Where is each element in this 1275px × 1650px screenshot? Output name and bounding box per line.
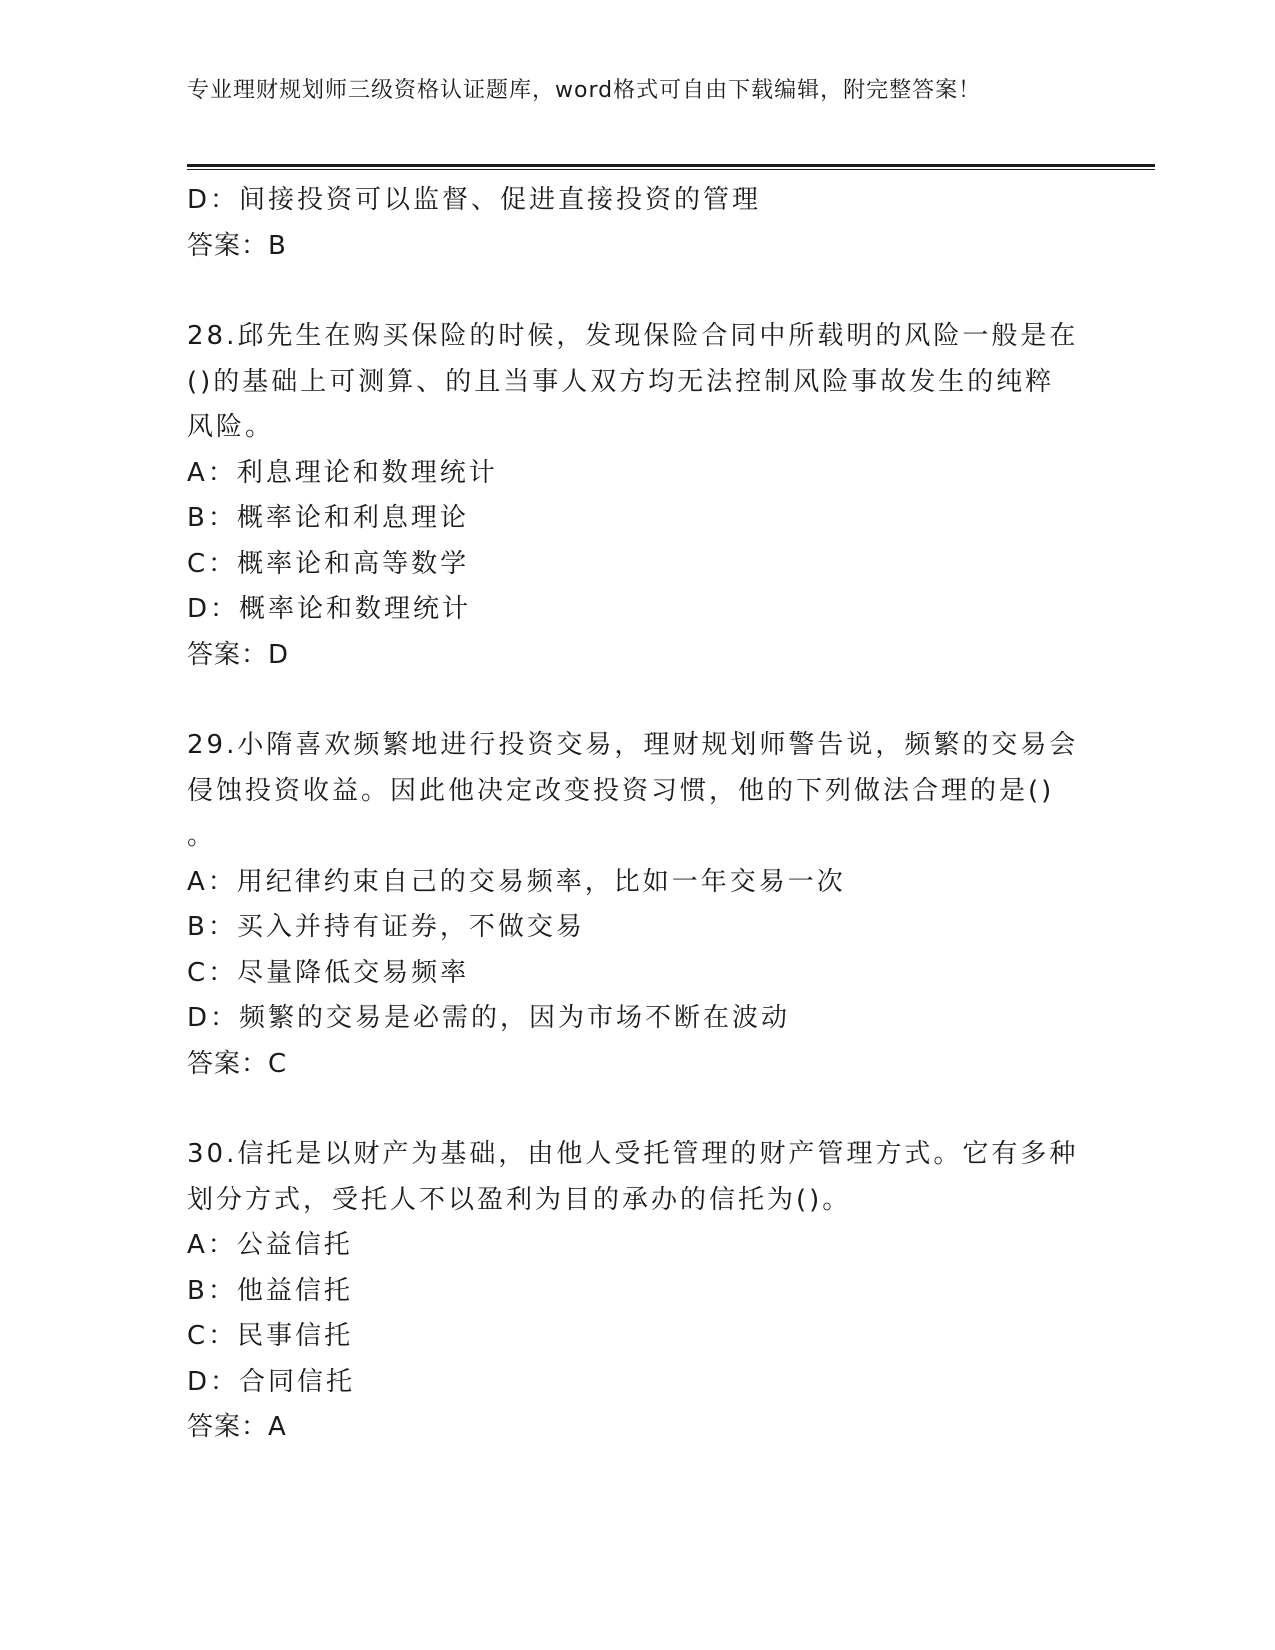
document-page	[187, 70, 1155, 1451]
document-body	[187, 178, 1155, 1451]
option-d: D：概率论和数理统计	[187, 594, 472, 624]
question-stem-line: 29.小隋喜欢频繁地进行投资交易，理财规划师警告说，频繁的交易会	[187, 730, 1079, 760]
question-stem-line: 划分方式，受托人不以盈利为目的承办的信托为()。	[187, 1184, 852, 1215]
question-stem-line: 侵蚀投资收益。因此他决定改变投资习惯，他的下列做法合理的是()	[187, 775, 1055, 806]
question-stem-line: ()的基础上可测算、的且当事人双方均无法控制风险事故发生的纯粹	[187, 366, 1055, 397]
question-30	[187, 1132, 1155, 1451]
question-29	[187, 723, 1155, 1087]
answer: 答案：B	[187, 230, 287, 261]
option-a: A：公益信托	[187, 1230, 353, 1260]
question-28	[187, 314, 1155, 678]
option-c: C：尽量降低交易频率	[187, 957, 470, 988]
option-c: C：概率论和高等数学	[187, 548, 470, 579]
option-a: A：用纪律约束自己的交易频率，比如一年交易一次	[187, 866, 846, 897]
option-b: B：他益信托	[187, 1275, 353, 1306]
option-d: D：频繁的交易是必需的，因为市场不断在波动	[187, 1003, 791, 1033]
question-stem-line: 30.信托是以财产为基础，由他人受托管理的财产管理方式。它有多种	[187, 1139, 1079, 1169]
answer: 答案：A	[187, 1412, 287, 1442]
question-stem-line: 28.邱先生在购买保险的时候，发现保险合同中所载明的风险一般是在	[187, 321, 1079, 351]
question-stem-line: 。	[187, 821, 217, 851]
answer: 答案：D	[187, 639, 290, 670]
header-rule	[187, 164, 1155, 170]
answer: 答案：C	[187, 1048, 288, 1079]
option-d: D：合同信托	[187, 1366, 356, 1397]
option-b: B：买入并持有证券，不做交易	[187, 912, 585, 942]
option-a: A：利息理论和数理统计	[187, 457, 498, 488]
option-c: C：民事信托	[187, 1321, 354, 1351]
option-d: D：间接投资可以监督、促进直接投资的管理	[187, 185, 762, 215]
option-b: B：概率论和利息理论	[187, 503, 469, 533]
page-header: 专业理财规划师三级资格认证题库，word格式可自由下载编辑，附完整答案！	[187, 78, 982, 103]
question-stem-line: 风险。	[187, 412, 275, 442]
